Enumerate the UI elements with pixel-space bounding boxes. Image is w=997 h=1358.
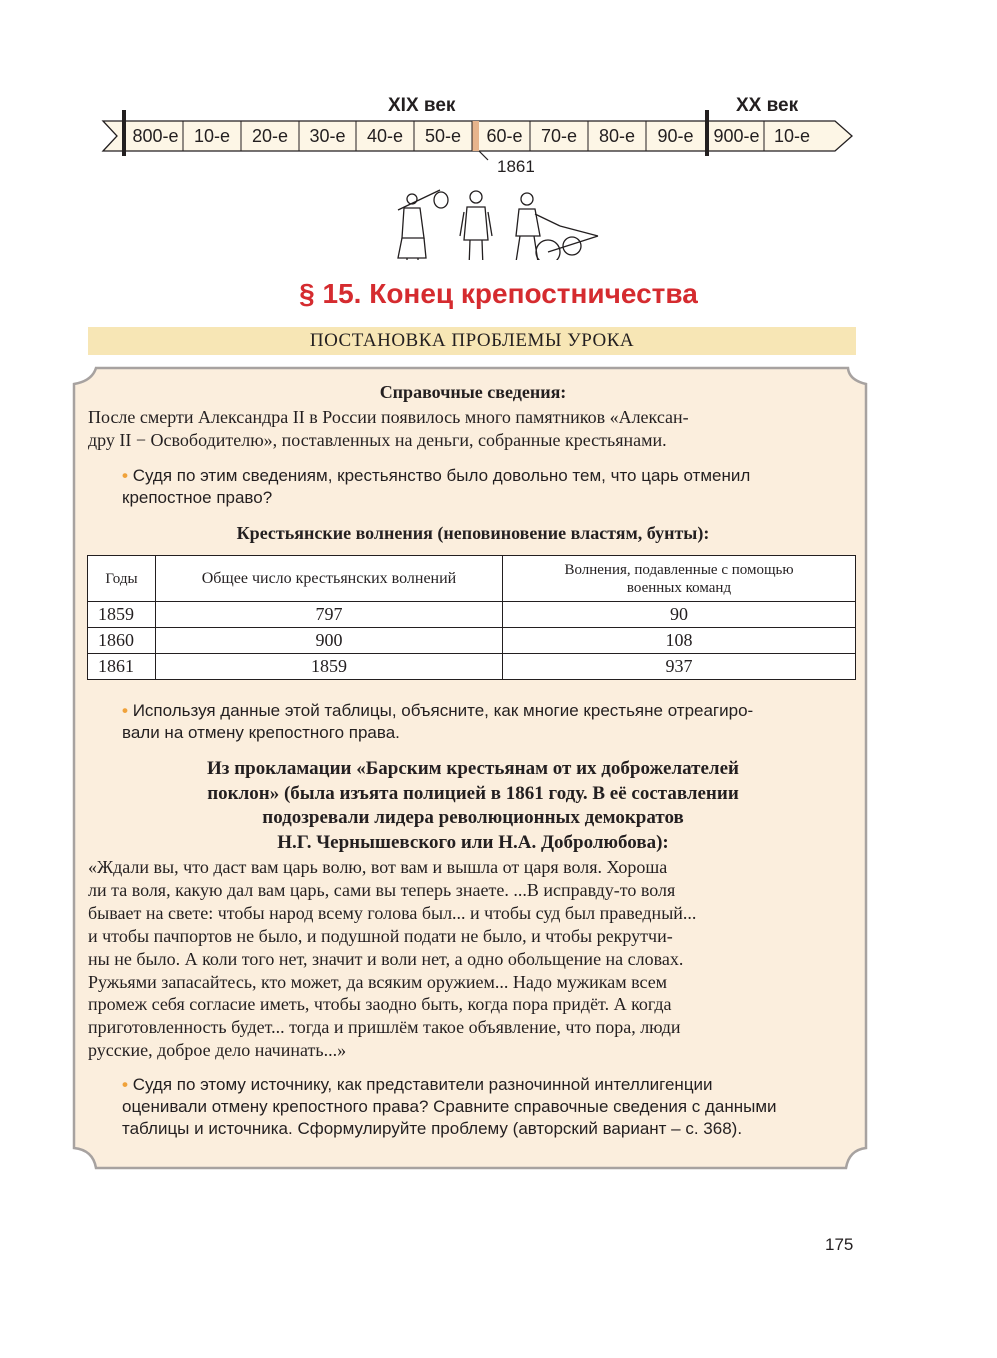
century-19-label: XIX век bbox=[388, 95, 456, 116]
lesson-problem-banner: ПОСТАНОВКА ПРОБЛЕМЫ УРОКА bbox=[88, 327, 856, 355]
page-number: 175 bbox=[825, 1235, 854, 1254]
reference-line: После смерти Александра II в России появилось много памятников «Алексан- bbox=[88, 407, 689, 427]
proclamation-quote bbox=[88, 856, 858, 1062]
decade-cell: 40-е bbox=[366, 126, 404, 146]
quote-line: «Ждали вы, что даст вам царь волю, вот вам и вышла от царя воля. Хороша bbox=[88, 857, 668, 877]
cell-military: 90 bbox=[503, 602, 856, 628]
table-row bbox=[88, 602, 856, 628]
quote-line: приготовленность будет... тогда и пришлём такое объявление, что пора, люди bbox=[88, 1017, 681, 1038]
decade-cell: 90-е bbox=[657, 126, 694, 146]
decade-cell: 800-е bbox=[132, 126, 179, 146]
question-2-line: Используя данные этой таблицы, объясните, как многие крестьяне отреагиро- bbox=[132, 701, 754, 720]
year-1861-label: 1861 bbox=[497, 157, 535, 176]
question-2 bbox=[122, 700, 753, 722]
question-1 bbox=[122, 465, 750, 487]
quote-line: Ружьями запасайтесь, кто может, да всяким оружием... Надо мужикам всем bbox=[88, 971, 668, 992]
cell-total: 900 bbox=[156, 628, 503, 654]
table-heading: Крестьянские волнения (неповиновение властям, бунты): bbox=[236, 523, 710, 543]
uprisings-table bbox=[87, 555, 856, 680]
question-3-line: таблицы и источника. Сформулируйте проблему (авторский вариант – с. 368). bbox=[122, 1119, 743, 1138]
col-total-header: Общее число крестьянских волнений bbox=[156, 556, 503, 602]
question-2-line: вали на отмену крепостного права. bbox=[122, 723, 400, 742]
decade-cell: 900-е bbox=[713, 126, 760, 146]
proclamation-heading bbox=[88, 757, 858, 855]
quote-line: ны не было. А коли того нет, значит и воли нет, а одно обольщение на словах. bbox=[88, 948, 684, 969]
decade-cell: 30-е bbox=[309, 126, 346, 146]
cell-military: 937 bbox=[503, 654, 856, 680]
cell-year: 1861 bbox=[88, 654, 156, 680]
bullet-icon: • bbox=[122, 701, 128, 720]
decade-cell: 60-е bbox=[486, 126, 523, 146]
table-header-row bbox=[88, 556, 856, 602]
reference-heading: Справочные сведения: bbox=[379, 382, 567, 402]
col-years-header: Годы bbox=[88, 556, 156, 602]
decade-cell: 10-е bbox=[193, 126, 231, 146]
question-3-line: оценивали отмену крепостного права? Сравните справочные сведения с данными bbox=[122, 1097, 777, 1116]
reference-line: дру II − Освободителю», поставленных на деньги, собранные крестьянами. bbox=[88, 430, 667, 450]
proclamation-heading-line: подозревали лидера революционных демократов bbox=[262, 807, 684, 828]
quote-line: промеж себя согласие иметь, чтобы заодно быть, когда пора придёт. А когда bbox=[88, 994, 672, 1015]
decade-cell: 50-е bbox=[424, 126, 462, 146]
cell-military: 108 bbox=[503, 628, 856, 654]
cell-total: 797 bbox=[156, 602, 503, 628]
section-title: § 15. Конец крепостничества bbox=[299, 278, 698, 309]
century-20-label: XX век bbox=[736, 95, 799, 116]
quote-line: и чтобы пачпортов не было, и подушной подати не было, и чтобы рекрутчи- bbox=[88, 925, 673, 946]
question-1-line: крепостное право? bbox=[122, 488, 273, 507]
proclamation-heading-line: поклон» (была изъята полицией в 1861 году. В её составлении bbox=[207, 782, 739, 804]
cell-total: 1859 bbox=[156, 654, 503, 680]
bullet-icon: • bbox=[122, 1075, 128, 1094]
table-row bbox=[88, 628, 856, 654]
decade-cell: 20-е bbox=[251, 126, 289, 146]
bullet-icon: • bbox=[122, 466, 128, 485]
question-3-line: • Судя по этому источнику, как представители разночинной интеллигенции bbox=[122, 1075, 713, 1094]
proclamation-heading-line: Н.Г. Чернышевского или Н.А. Добролюбова): bbox=[277, 831, 669, 853]
cell-year: 1860 bbox=[88, 628, 156, 654]
decade-cell: 70-е bbox=[540, 126, 578, 146]
quote-line: ли та воля, какую дал вам царь, сами вы теперь знаете. ...В исправду-то воля bbox=[88, 879, 676, 900]
decade-cell: 10-е bbox=[773, 126, 811, 146]
decade-cell: 80-е bbox=[598, 126, 636, 146]
question-1-line: Судя по этим сведениям, крестьянство было довольно тем, что царь отменил bbox=[132, 466, 751, 485]
col-military-header bbox=[503, 556, 856, 602]
question-3 bbox=[122, 1074, 858, 1140]
col-military-header-line: Волнения, подавленные с помощью bbox=[564, 561, 794, 578]
col-military-header-line: военных команд bbox=[626, 579, 732, 596]
proclamation-heading-line: Из прокламации «Барским крестьянам от их доброжелателей bbox=[207, 758, 739, 779]
cell-year: 1859 bbox=[88, 602, 156, 628]
quote-line: русские, доброе дело начинать...» bbox=[88, 1040, 347, 1061]
quote-line: бывает на свете: чтобы народ всему голова был... и чтобы суд был праведный... bbox=[88, 902, 697, 923]
table-row bbox=[88, 654, 856, 680]
